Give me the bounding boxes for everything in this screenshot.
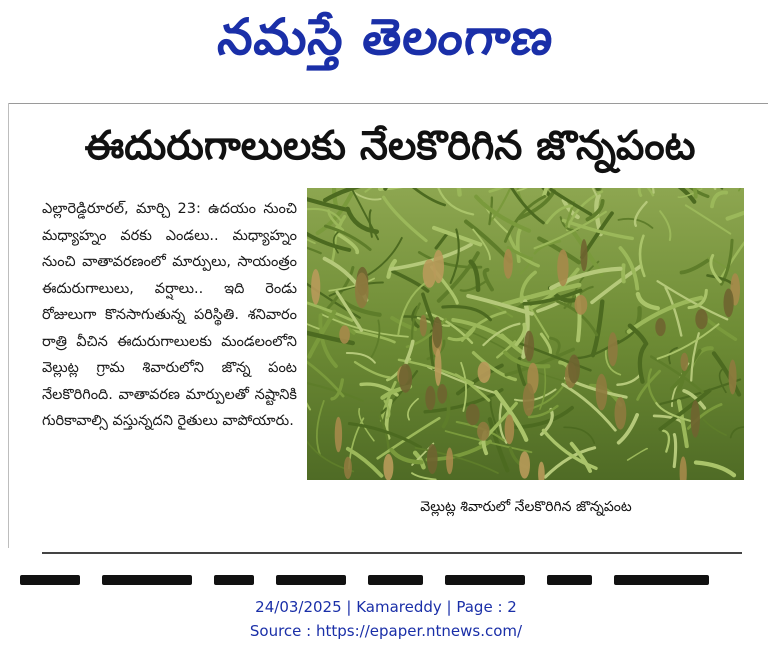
- article-body: ఎల్లారెడ్డిరూరల్, మార్చి 23: ఉదయం నుంచి మధ్యాహ్నం వరకు ఎండలు.. మధ్యాహ్నం నుంచి వాతావరణంలో మార్పులు, సాయంత్రం ఈదురుగాలులు, వర్షాలు.. ఇది రెండు రోజులుగా కొనసాగుతున్న పరిస్థితి. శనివారం రాత్రి వీచిన ఈదురుగాలులకు మండలంలోని వెల్లుట్ల గ్రామ శివారులోని జొన్న పంట నేలకొరిగింది. వాతావరణ మార్పులతో నష్టానికి గురికావాల్సి వస్తున్నదని రైతులు వాపోయారు.: [42, 201, 297, 429]
- grain-head: [615, 397, 627, 430]
- grain-head: [724, 289, 734, 318]
- grain-head: [311, 269, 320, 305]
- grain-head: [596, 374, 608, 411]
- footer-date-edition: 24/03/2025 | Kamareddy | Page : 2: [255, 598, 517, 616]
- grain-head: [425, 386, 435, 411]
- masthead-logo: నమస్తే తెలంగాణ: [215, 8, 557, 66]
- grain-head: [466, 404, 480, 426]
- grain-head: [695, 309, 707, 329]
- bottom-divider: [42, 552, 742, 554]
- grain-head: [477, 422, 489, 441]
- grain-head: [427, 444, 438, 474]
- photo-caption: వెల్లుట్ల శివారులో నేలకొరిగిన జొన్నపంట: [420, 499, 632, 515]
- grain-head: [581, 239, 588, 271]
- grain-head: [681, 353, 689, 371]
- grass-blade: [674, 435, 675, 467]
- grain-head: [344, 457, 352, 479]
- grain-head: [335, 417, 342, 453]
- grain-head: [524, 331, 534, 362]
- grain-head: [399, 364, 412, 393]
- article-headline: ఈదురుగాలులకు నేలకొరిగిన జొన్నపంట: [84, 123, 696, 169]
- grain-head: [433, 250, 444, 283]
- grain-head: [519, 451, 530, 478]
- left-column-rule: [8, 103, 9, 548]
- next-article-cut-headline: [20, 566, 755, 588]
- grain-head: [575, 295, 588, 315]
- crop-photo: [307, 188, 744, 480]
- grain-head: [437, 384, 447, 404]
- grain-head: [446, 448, 453, 475]
- grass-blade: [623, 265, 624, 281]
- grain-head: [383, 454, 393, 480]
- crop-photo-illustration: [307, 188, 744, 480]
- grain-head: [557, 249, 568, 286]
- grain-head: [435, 349, 442, 386]
- grain-head: [478, 362, 491, 383]
- grain-head: [523, 383, 535, 416]
- grain-head: [505, 414, 515, 444]
- grain-head: [420, 315, 427, 337]
- page-footer: [0, 588, 772, 658]
- grain-head: [608, 332, 618, 366]
- top-divider: [8, 103, 768, 104]
- grain-head: [691, 400, 700, 438]
- grain-head: [655, 318, 665, 336]
- grain-head: [355, 273, 369, 309]
- grain-head: [504, 249, 513, 279]
- footer-source: Source : https://epaper.ntnews.com/: [249, 622, 523, 640]
- grain-head: [729, 360, 737, 395]
- grain-head: [568, 355, 580, 384]
- grain-head: [432, 317, 442, 348]
- grain-head: [339, 325, 350, 343]
